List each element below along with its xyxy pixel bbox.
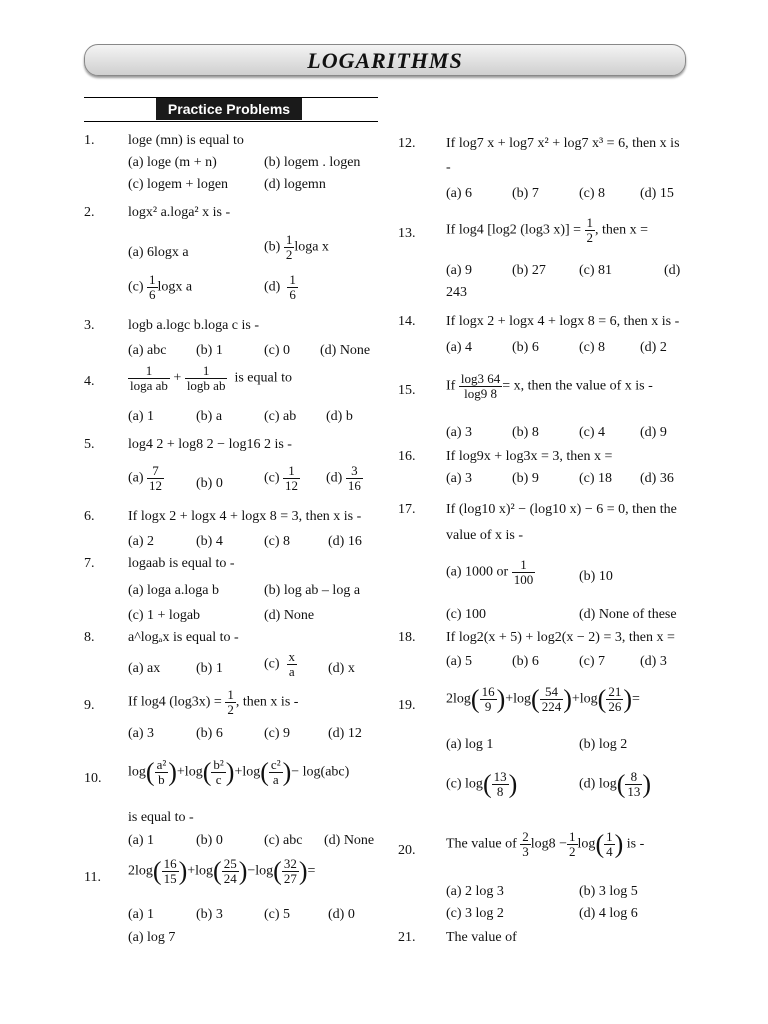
option-d: (d) 16: [328, 534, 362, 549]
question-number: 9.: [84, 698, 95, 713]
option-b: (b) 3 log 5: [579, 884, 638, 899]
option-b: (b) 9: [512, 471, 539, 486]
option-b: (b) 1: [196, 661, 223, 676]
option-d: (d) 36: [640, 471, 674, 486]
option-a: (a) 1: [128, 833, 155, 848]
option-a: (a) $\frac{7}{12}$: [128, 463, 163, 493]
option-d: (d) 2: [640, 340, 667, 355]
option-d: (d) 9: [640, 425, 667, 440]
question-expression: 2log( $\frac{16}{15}$ )+log( $\frac{25}{24}$ )−log( $\frac{32}{27}$ )=: [128, 856, 316, 886]
title-banner: [84, 44, 686, 76]
option-a: (a) 1: [128, 409, 155, 424]
option-d: (d): [664, 263, 681, 278]
question-number: 11.: [84, 870, 101, 885]
option-a: (a) 6: [446, 186, 473, 201]
question-number: 6.: [84, 509, 95, 524]
question-text: logb a.logc b.loga c is -: [128, 318, 260, 333]
option-c: (c) 1 + logab: [128, 608, 201, 623]
option-b: (b) $\frac{1}{2}$ loga x: [264, 232, 329, 262]
question-number: 18.: [398, 630, 416, 645]
question-expression: 2log( $\frac{16}{9}$ )+log( $\frac{54}{224}$ )+log( $\frac{21}{26}$ )=: [446, 684, 640, 714]
option-c: (c) 9: [264, 726, 291, 741]
option-c: (c) 7: [579, 654, 606, 669]
question-number: 4.: [84, 374, 95, 389]
option-a: (a) 1000 or $\frac{1}{100}$: [446, 557, 534, 587]
option-b: (b) 3: [196, 907, 223, 922]
option-c: (c) 81: [579, 263, 613, 278]
option-b: (b) 0: [196, 476, 223, 491]
question-text-cont: -: [446, 160, 451, 175]
option-d: (d) 15: [640, 186, 674, 201]
option-b: (b) 10: [579, 569, 613, 584]
option-c: (c) $\frac{x}{a}$: [264, 649, 296, 679]
question-number: 1.: [84, 133, 95, 148]
question-text: logaab is equal to -: [128, 556, 235, 571]
option-b: (b) 6: [196, 726, 223, 741]
question-number: 10.: [84, 771, 102, 786]
option-c: (c) 0: [264, 343, 291, 358]
option-a: (a) loge (m + n): [128, 155, 217, 170]
option-d: (d) 0: [328, 907, 355, 922]
option-c: (c) 8: [579, 340, 606, 355]
option-a: (a) 4: [446, 340, 473, 355]
option-c: (c) $\frac{1}{6}$ logx a: [128, 272, 193, 302]
question-number: 20.: [398, 843, 416, 858]
question-text: If log4 [log2 (log3 x)] = $\frac{1}{2}$ , then x =: [446, 215, 649, 245]
option-b: (b) 6: [512, 654, 539, 669]
question-text-cont: value of x is -: [446, 528, 523, 543]
question-number: 15.: [398, 383, 416, 398]
question-text: If logx 2 + logx 4 + logx 8 = 3, then x is -: [128, 509, 362, 524]
option-d: (d) 4 log 6: [579, 906, 638, 921]
question-number: 3.: [84, 318, 95, 333]
option-c: (c) 100: [446, 607, 487, 622]
option-b: (b) 1: [196, 343, 223, 358]
option-b: (b) log ab – log a: [264, 583, 361, 598]
option-c: (c) 3 log 2: [446, 906, 504, 921]
question-text: If log4 (log3x) = $\frac{1}{2}$ , then x is -: [128, 687, 299, 717]
option-b: (b) log 2: [579, 737, 628, 752]
option-c: (c) 8: [579, 186, 606, 201]
question-text: logx² a.loga² x is -: [128, 205, 231, 220]
question-text: loge (mn) is equal to: [128, 133, 244, 148]
option-a: (a) 3: [446, 471, 473, 486]
question-number: 17.: [398, 502, 416, 517]
option-a: (a) 6logx a: [128, 245, 189, 260]
option-c: (c) log( $\frac{13}{8}$ ): [446, 769, 518, 799]
question-text: If logx 2 + logx 4 + logx 8 = 6, then x is -: [446, 314, 680, 329]
option-e: (a) log 7: [128, 930, 176, 945]
option-c: (c) 18: [579, 471, 613, 486]
question-number: 13.: [398, 226, 416, 241]
question-number: 16.: [398, 449, 416, 464]
option-b: (b) 4: [196, 534, 223, 549]
section-label: Practice Problems: [156, 98, 302, 120]
option-d: (d) None: [320, 343, 371, 358]
option-a: (a) 1: [128, 907, 155, 922]
question-number: 12.: [398, 136, 416, 151]
option-a: (a) 5: [446, 654, 473, 669]
option-d: (d) None of these: [579, 607, 677, 622]
option-d: (d) 3: [640, 654, 667, 669]
option-a: (a) 3: [128, 726, 155, 741]
question-number: 2.: [84, 205, 95, 220]
question-expression: log( $\frac{\text{a²}}{b}$ )+log( $\frac{\text{b²}}{c}$ )+log( $\frac{\text{c²}}{a}$ )− log(abc): [128, 757, 350, 787]
page-title: LOGARITHMS: [307, 48, 463, 73]
question-text: $\frac{1}{\text{loga ab}}$ + $\frac{1}{\text{logb ab}}$ is equal to: [130, 363, 292, 393]
option-d: (d) $\frac{3}{16}$: [326, 463, 361, 493]
option-a: (a) 9: [446, 263, 473, 278]
question-text: a^logₐx is equal to -: [128, 630, 239, 645]
option-b: (b) 8: [512, 425, 539, 440]
option-d: (d) $\frac{1}{6}$: [264, 272, 296, 302]
option-a: (a) abc: [128, 343, 167, 358]
option-b: (b) a: [196, 409, 223, 424]
option-d: (d) x: [328, 661, 355, 676]
option-b: (b) 0: [196, 833, 223, 848]
option-a: (a) 2 log 3: [446, 884, 504, 899]
question-text: If log2(x + 5) + log2(x − 2) = 3, then x =: [446, 630, 675, 645]
option-c: (c) 8: [264, 534, 291, 549]
question-number: 5.: [84, 437, 95, 452]
question-number: 7.: [84, 556, 95, 571]
question-text: If $\frac{\log 3 64}{\log 9 8}$ = x, then the value of x is -: [446, 371, 653, 401]
question-text: log4 2 + log8 2 − log16 2 is -: [128, 437, 292, 452]
option-d: (d) b: [326, 409, 353, 424]
option-a: (a) 3: [446, 425, 473, 440]
option-c: (c) abc: [264, 833, 303, 848]
option-c: (c) 5: [264, 907, 291, 922]
question-text: If log7 x + log7 x² + log7 x³ = 6, then x is: [446, 136, 680, 151]
option-c: (c) 4: [579, 425, 606, 440]
option-d: (d) 12: [328, 726, 362, 741]
question-text: The value of $\frac{2}{3}$ log8 − $\frac{1}{2}$ log( $\frac{1}{4}$ ) is -: [446, 829, 645, 859]
question-text: is equal to -: [128, 810, 194, 825]
question-text: If (log10 x)² − (log10 x) − 6 = 0, then the: [446, 502, 677, 517]
option-d: (d) logemn: [264, 177, 326, 192]
question-text: If log9x + log3x = 3, then x =: [446, 449, 613, 464]
option-b: (b) 6: [512, 340, 539, 355]
option-d: (d) log( $\frac{8}{13}$ ): [579, 769, 652, 799]
option-b: (b) 27: [512, 263, 546, 278]
question-number: 8.: [84, 630, 95, 645]
option-d: (d) None: [324, 833, 375, 848]
option-a: (a) ax: [128, 661, 161, 676]
option-b: (b) 7: [512, 186, 539, 201]
option-c: (c) $\frac{1}{12}$: [264, 463, 299, 493]
option-c: (c) ab: [264, 409, 297, 424]
question-number: 14.: [398, 314, 416, 329]
question-number: 21.: [398, 930, 416, 945]
option-d-value: 243: [446, 285, 467, 300]
section-rule-bottom: [84, 121, 378, 122]
option-a: (a) 2: [128, 534, 155, 549]
option-a: (a) loga a.loga b: [128, 583, 219, 598]
option-d: (d) None: [264, 608, 315, 623]
question-number: 19.: [398, 698, 416, 713]
question-text: The value of: [446, 930, 517, 945]
option-c: (c) logem + logen: [128, 177, 229, 192]
option-b: (b) logem . logen: [264, 155, 361, 170]
option-a: (a) log 1: [446, 737, 494, 752]
